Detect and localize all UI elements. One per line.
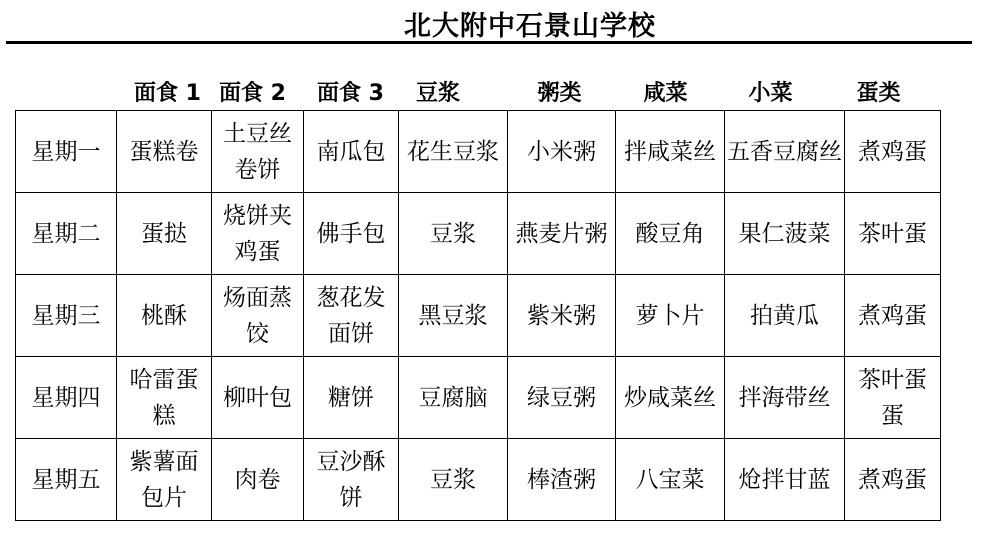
menu-cell-eggs: 茶叶蛋: [845, 193, 941, 275]
day-cell: 星期四: [16, 357, 117, 439]
menu-cell-pickles: 八宝菜: [616, 439, 725, 521]
menu-cell-noodle-2: 土豆丝卷饼: [212, 111, 304, 193]
menu-cell-soymilk: 花生豆浆: [399, 111, 508, 193]
table-row: [16, 111, 941, 193]
menu-cell-porridge: 棒渣粥: [508, 439, 616, 521]
day-cell: 星期五: [16, 439, 117, 521]
menu-cell-porridge: 小米粥: [508, 111, 616, 193]
day-cell: 星期一: [16, 111, 117, 193]
table-row: [16, 357, 941, 439]
menu-cell-noodle-1: 蛋糕卷: [117, 111, 212, 193]
page-title: 北大附中石景山学校: [404, 11, 656, 42]
menu-cell-soymilk: 黑豆浆: [399, 275, 508, 357]
table-row: [16, 275, 941, 357]
menu-cell-soymilk: 豆浆: [399, 439, 508, 521]
header-porridge: 粥类: [537, 81, 582, 106]
menu-cell-pickles: 萝卜片: [616, 275, 725, 357]
day-cell: 星期三: [16, 275, 117, 357]
title-underline: [6, 41, 972, 44]
menu-cell-side-dish: 拍黄瓜: [725, 275, 845, 357]
menu-cell-noodle-1: 紫薯面包片: [117, 439, 212, 521]
header-side-dish: 小菜: [748, 81, 793, 106]
menu-cell-porridge: 紫米粥: [508, 275, 616, 357]
menu-cell-soymilk: 豆腐脑: [399, 357, 508, 439]
menu-cell-eggs: 煮鸡蛋: [845, 275, 941, 357]
menu-cell-side-dish: 五香豆腐丝: [725, 111, 845, 193]
menu-cell-noodle-2: 烧饼夹鸡蛋: [212, 193, 304, 275]
menu-cell-noodle-3: 糖饼: [304, 357, 399, 439]
header-noodle-1: 面食 1: [134, 81, 201, 106]
header-soymilk: 豆浆: [415, 81, 460, 106]
menu-cell-soymilk: 豆浆: [399, 193, 508, 275]
menu-cell-noodle-1: 哈雷蛋糕: [117, 357, 212, 439]
header-noodle-3: 面食 3: [317, 81, 384, 106]
menu-cell-porridge: 燕麦片粥: [508, 193, 616, 275]
day-cell: 星期二: [16, 193, 117, 275]
menu-cell-noodle-3: 佛手包: [304, 193, 399, 275]
menu-cell-pickles: 拌咸菜丝: [616, 111, 725, 193]
menu-cell-eggs: 煮鸡蛋: [845, 111, 941, 193]
menu-cell-noodle-3: 豆沙酥饼: [304, 439, 399, 521]
menu-cell-side-dish: 炝拌甘蓝: [725, 439, 845, 521]
menu-cell-noodle-2: 炀面蒸饺: [212, 275, 304, 357]
table-row: [16, 439, 941, 521]
menu-cell-noodle-3: 葱花发面饼: [304, 275, 399, 357]
menu-cell-eggs: 茶叶蛋蛋: [845, 357, 941, 439]
menu-cell-noodle-1: 桃酥: [117, 275, 212, 357]
header-noodle-2: 面食 2: [219, 81, 286, 106]
menu-cell-noodle-2: 肉卷: [212, 439, 304, 521]
menu-cell-side-dish: 拌海带丝: [725, 357, 845, 439]
menu-cell-pickles: 炒咸菜丝: [616, 357, 725, 439]
menu-cell-noodle-3: 南瓜包: [304, 111, 399, 193]
table-row: [16, 193, 941, 275]
menu-cell-side-dish: 果仁菠菜: [725, 193, 845, 275]
header-pickles: 咸菜: [643, 81, 688, 106]
menu-cell-pickles: 酸豆角: [616, 193, 725, 275]
menu-cell-eggs: 煮鸡蛋: [845, 439, 941, 521]
menu-cell-noodle-1: 蛋挞: [117, 193, 212, 275]
header-eggs: 蛋类: [856, 81, 901, 106]
menu-table: [15, 110, 941, 521]
menu-cell-noodle-2: 柳叶包: [212, 357, 304, 439]
menu-cell-porridge: 绿豆粥: [508, 357, 616, 439]
